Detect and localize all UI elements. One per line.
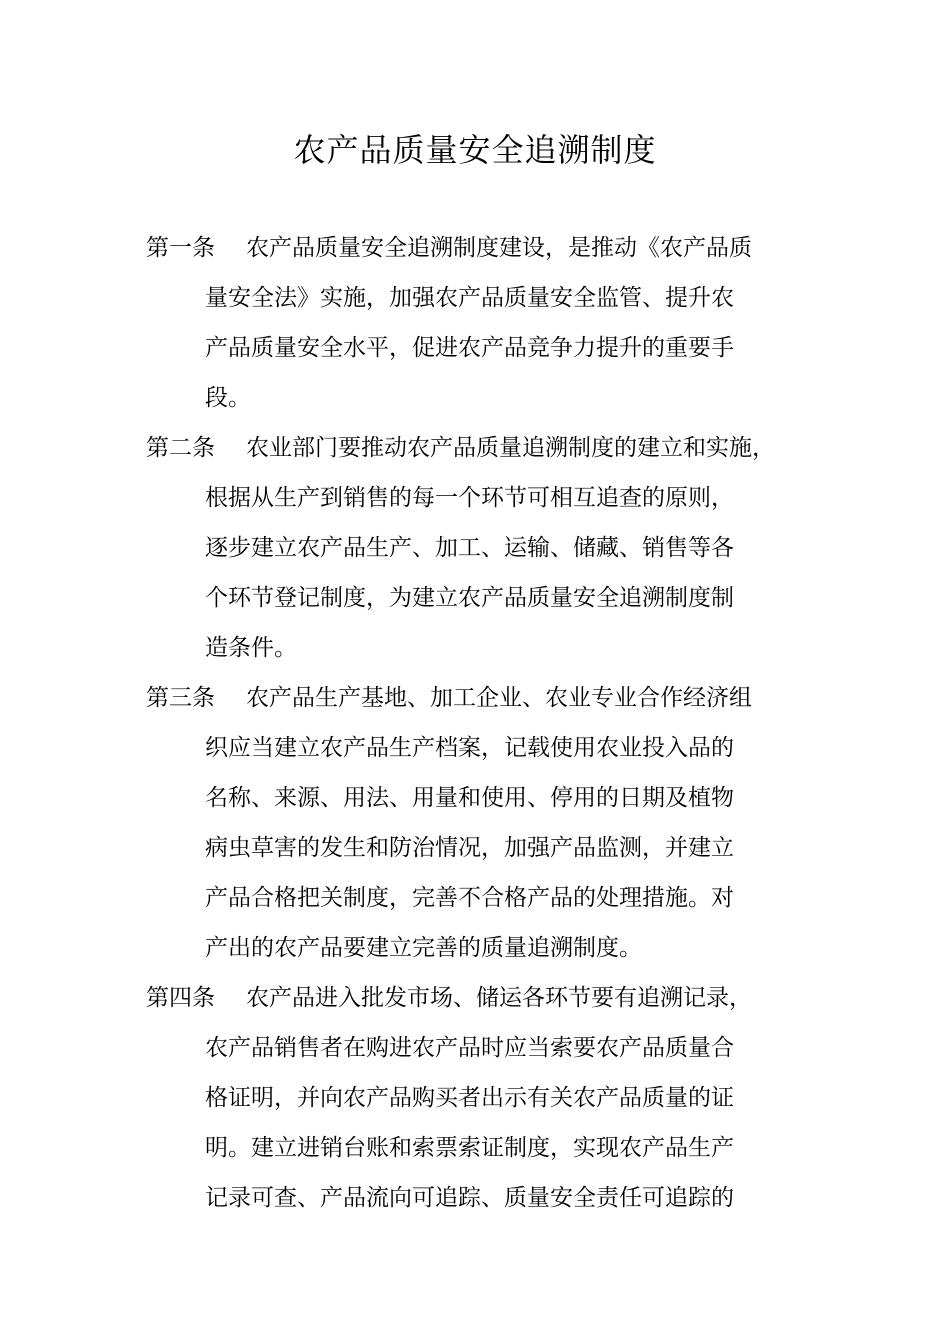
article-line: 农产品质量安全追溯制度建设，是推动《农产品质 bbox=[246, 235, 752, 261]
article-4 bbox=[146, 973, 826, 1223]
article-line: 病虫草害的发生和防治情况，加强产品监测，并建立 bbox=[205, 835, 734, 861]
article-line: 逐步建立农产品生产、加工、运输、储藏、销售等各 bbox=[205, 535, 734, 561]
article-line: 段。 bbox=[205, 385, 251, 411]
article-line: 农业部门要推动农产品质量追溯制度的建立和实施， bbox=[246, 435, 775, 461]
article-number: 第一条 bbox=[146, 235, 215, 261]
article-line: 根据从生产到销售的每一个环节可相互追查的原则， bbox=[205, 485, 734, 511]
article-line: 农产品生产基地、加工企业、农业专业合作经济组 bbox=[246, 685, 752, 711]
article-1 bbox=[146, 223, 826, 423]
article-line: 名称、来源、用法、用量和使用、停用的日期及植物 bbox=[205, 785, 734, 811]
article-3 bbox=[146, 673, 826, 973]
article-line: 格证明，并向农产品购买者出示有关农产品质量的证 bbox=[205, 1085, 734, 1111]
article-line: 织应当建立农产品生产档案，记载使用农业投入品的 bbox=[205, 735, 734, 761]
article-list bbox=[146, 223, 826, 1223]
article-number: 第三条 bbox=[146, 685, 215, 711]
article-line: 产品合格把关制度，完善不合格产品的处理措施。对 bbox=[205, 885, 734, 911]
article-number: 第二条 bbox=[146, 435, 215, 461]
document-title: 农产品质量安全追溯制度 bbox=[293, 131, 657, 169]
article-line: 量安全法》实施，加强农产品质量安全监管、提升农 bbox=[205, 285, 734, 311]
article-2 bbox=[146, 423, 826, 673]
article-line: 个环节登记制度，为建立农产品质量安全追溯制度制 bbox=[205, 585, 734, 611]
article-line: 明。建立进销台账和索票索证制度，实现农产品生产 bbox=[205, 1135, 734, 1161]
article-number: 第四条 bbox=[146, 985, 215, 1011]
article-line: 记录可查、产品流向可追踪、质量安全责任可追踪的 bbox=[205, 1185, 734, 1211]
article-line: 产出的农产品要建立完善的质量追溯制度。 bbox=[205, 935, 642, 961]
article-line: 农产品进入批发市场、储运各环节要有追溯记录， bbox=[246, 985, 752, 1011]
article-line: 造条件。 bbox=[205, 635, 297, 661]
article-line: 产品质量安全水平，促进农产品竞争力提升的重要手 bbox=[205, 335, 734, 361]
article-line: 农产品销售者在购进农产品时应当索要农产品质量合 bbox=[205, 1035, 734, 1061]
